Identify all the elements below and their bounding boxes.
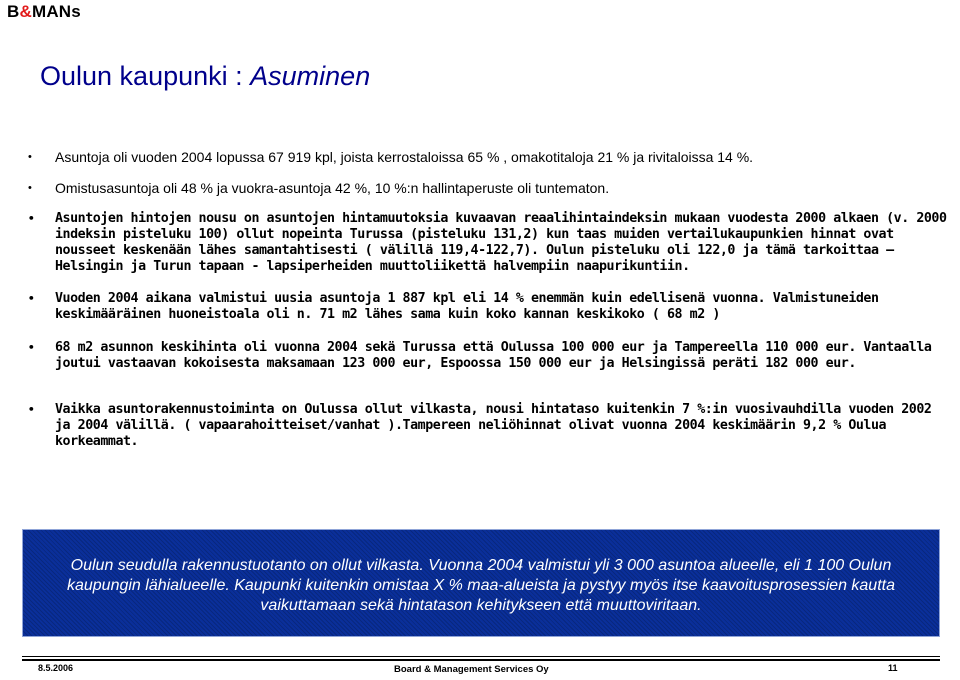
footer-company: Board & Management Services Oy [394,664,549,675]
logo-ampersand: & [19,2,32,21]
company-logo [7,2,81,22]
page-number: 11 [888,663,898,673]
logo-prefix: B [7,2,20,21]
banner-text: Oulun seudulla rakennustuotanto on ollut vilkasta. Vuonna 2004 valmistui yli 3 000 asuntoa alueelle, eli 1 100 Oulun kaupungin lähialueelle. Kaupunki kuitenkin omistaa X % maa-alueista ja pystyy myös itse kaavoitusprosessien kautta vaikuttamaan sekä hintatason kehitykseen että muuttoviritaan. [66,557,895,614]
title-subtitle: Asuminen [250,61,371,91]
page-title [40,61,370,92]
bullet-item: • Asuntojen hintojen nousu on asuntojen hintamuutoksia kuvaavan reaalihintaindeksin mukaan vuodesta 2000 alkaen (v. 2000 indeksin pisteluku 100) ollut nopeinta Turussa (pisteluku 131,2) kun taas muiden vertailukaupunkien hinnat ovat nousseet keskenään lähes samantahtisesti ( välillä 119,4-122,7). Oulun pisteluku oli 122,0 ja tämä tarkoittaa – Helsingin ja Turun tapaan - lapsiperheiden muuttoliikettä halvempiin naapurikuntiin. [55,211,950,275]
title-main: Oulun kaupunki : [40,61,251,91]
bullet-item: • 68 m2 asunnon keskihinta oli vuonna 2004 sekä Turussa että Oulussa 100 000 eur ja Tampereella 110 000 eur. Vantaalla joutui vastaavan kokoisesta maksamaan 123 000 eur, Espoossa 150 000 eur ja Helsingissä peräti 182 000 eur. [55,340,950,372]
footer-date: 8.5.2006 [38,663,74,673]
bullet-item: • Vaikka asuntorakennustoiminta on Oulussa ollut vilkasta, nousi hintataso kuitenkin 7 %:in vuosivauhdilla vuoden 2002 ja 2004 välillä. ( vapaarahoitteiset/vanhat ).Tampereen neliöhinnat olivat vuonna 2004 keskimäärin 9,2 % Oulua korkeammat. [55,402,950,450]
footer-divider-thick [22,659,940,661]
logo-suffix: MANs [31,2,81,21]
bullet-item: • Asuntoja oli vuoden 2004 lopussa 67 919 kpl, joista kerrostaloissa 65 % , omakotitaloja 21 % ja rivitaloissa 14 %. [55,149,950,165]
highlight-banner [22,529,940,637]
footer-divider [22,656,940,657]
bullet-item: • Omistusasuntoja oli 48 % ja vuokra-asuntoja 42 %, 10 %:n hallintaperuste oli tuntematon. [55,180,950,196]
bullet-item: • Vuoden 2004 aikana valmistui uusia asuntoja 1 887 kpl eli 14 % enemmän kuin edellisenä vuonna. Valmistuneiden keskimääräinen huoneistoala oli n. 71 m2 lähes sama kuin koko kannan keskikoko ( 68 m2 ) [55,291,950,323]
